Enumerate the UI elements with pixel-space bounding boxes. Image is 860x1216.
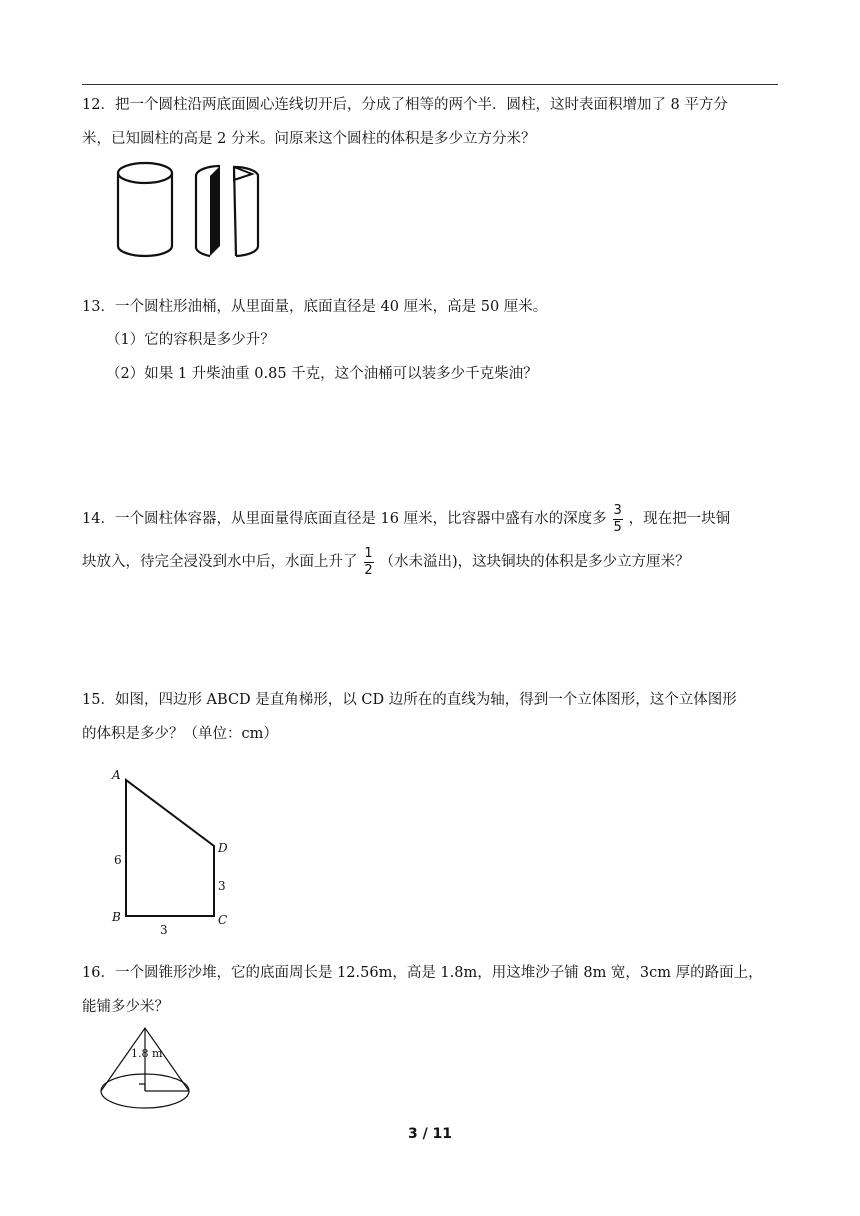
- frac-denominator: 2: [364, 562, 373, 578]
- label-b: B: [112, 910, 121, 924]
- q13-sub2: （2）如果 1 升柴油重 0.85 千克，这个油桶可以装多少千克柴油？: [106, 366, 538, 382]
- header-rule: [82, 84, 778, 85]
- q13-line1: 13．一个圆柱形油桶，从里面量，底面直径是 40 厘米，高是 50 厘米。: [82, 299, 548, 315]
- cylinder-top: [118, 163, 172, 183]
- q12-line1: 12．把一个圆柱沿两底面圆心连线切开后，分成了相等的两个半．圆柱，这时表面积增加了 8 平方分: [82, 97, 728, 113]
- label-d: D: [218, 841, 228, 855]
- page-number: 3 / 11: [407, 1126, 453, 1142]
- height-label: 1.8 m: [131, 1047, 163, 1060]
- cut-face: [210, 166, 220, 256]
- q13-sub1: （1）它的容积是多少升？: [106, 332, 275, 348]
- frac-numerator: 3: [613, 502, 622, 518]
- cone-figure: [98, 1020, 202, 1114]
- q16-line1: 16．一个圆锥形沙堆，它的底面周长是 12.56m，高是 1.8m，用这堆沙子铺 8m 宽，3cm 厚的路面上，: [82, 965, 763, 981]
- label-a: A: [112, 768, 121, 782]
- q14-line2: [82, 546, 690, 578]
- right-half-outline: [234, 167, 258, 256]
- trapezoid-figure: [104, 764, 244, 936]
- q14-line1-text-a: 14．一个圆柱体容器，从里面量得底面直径是 16 厘米，比容器中盛有水的深度多: [82, 511, 607, 527]
- label-cd-length: 3: [218, 879, 226, 893]
- cylinder-body: [118, 173, 172, 256]
- label-bc-length: 3: [160, 923, 168, 936]
- label-ab-length: 6: [114, 853, 122, 867]
- label-c: C: [218, 913, 228, 927]
- fraction-one-half: [364, 547, 374, 578]
- q14-line2-text-b: （水未溢出)，这块铜块的体积是多少立方厘米？: [379, 554, 690, 570]
- fraction-three-fifths: [613, 504, 623, 535]
- q14-line1-text-b: ，现在把一块铜: [628, 511, 731, 527]
- cylinder-figure: [112, 158, 272, 262]
- trapezoid-abcd: [126, 780, 214, 916]
- q14-line1: [82, 503, 730, 535]
- q16-line2: 能铺多少米？: [82, 999, 169, 1015]
- frac-numerator: 1: [364, 545, 373, 561]
- frac-denominator: 5: [613, 519, 622, 535]
- right-angle-mark: [139, 1084, 145, 1091]
- q15-line2: 的体积是多少？（单位：cm）: [82, 726, 278, 742]
- q14-line2-text-a: 块放入，待完全浸没到水中后，水面上升了: [82, 554, 358, 570]
- q15-line1: 15．如图，四边形 ABCD 是直角梯形，以 CD 边所在的直线为轴，得到一个立体图形，这个立体图形: [82, 692, 737, 708]
- q12-line2: 米，已知圆柱的高是 2 分米。问原来这个圆柱的体积是多少立方分米？: [82, 131, 536, 147]
